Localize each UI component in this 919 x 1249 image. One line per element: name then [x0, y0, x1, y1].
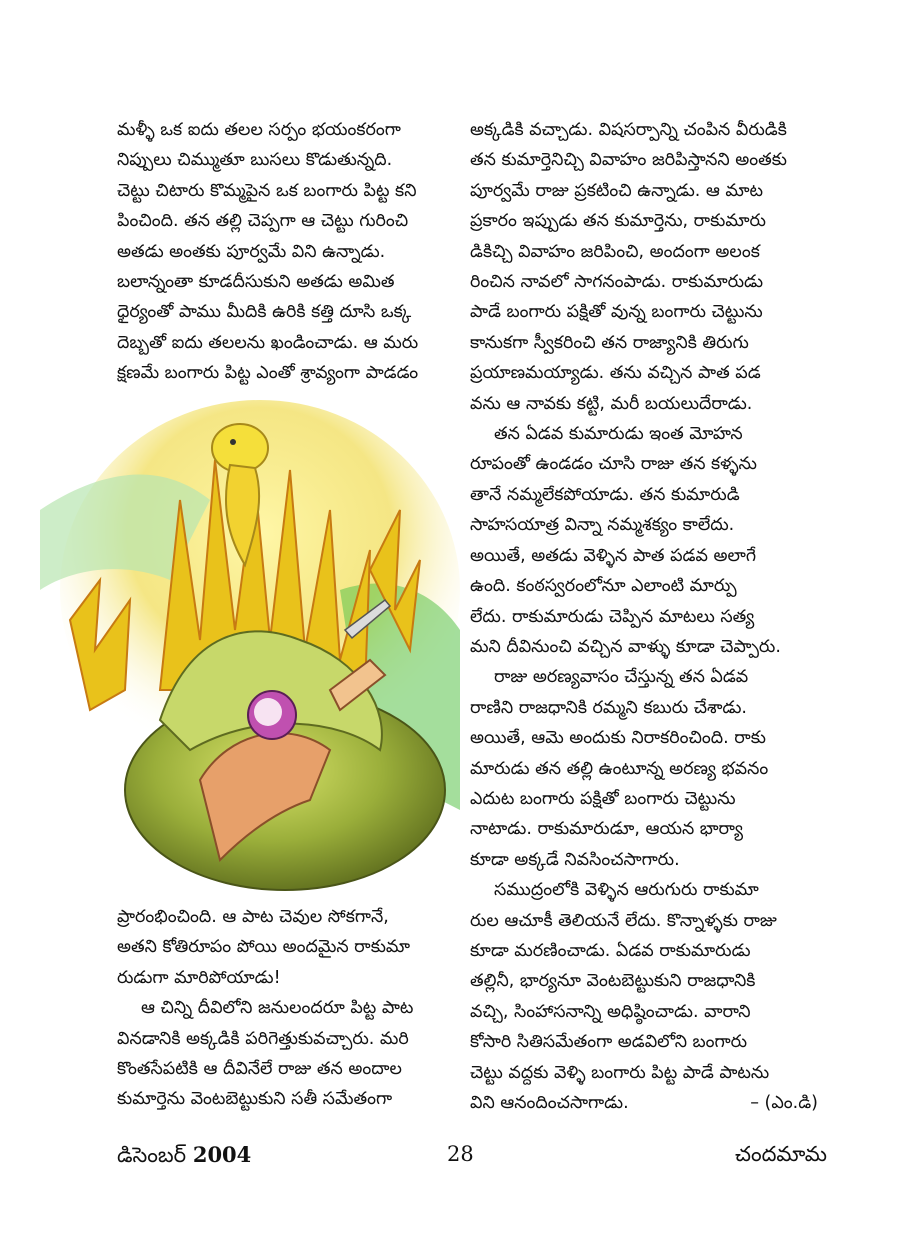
- text-line: ప్రకారం ఇప్పుడు తన కుమార్తెను, రాకుమారు: [470, 211, 766, 232]
- text-line: కూడా అక్కడే నివసించసాగారు.: [470, 849, 680, 870]
- text-line: లేదు. రాకుమారుడు చెప్పిన మాటలు సత్య: [470, 606, 755, 627]
- text-line: రూపంతో ఉండడం చూసి రాజు తన కళ్ళను: [470, 454, 757, 475]
- text-line: సముద్రంలోకి వెళ్ళిన ఆరుగురు రాకుమా: [494, 880, 759, 901]
- text-line: రాణిని రాజధానికి రమ్మని కబురు చేశాడు.: [470, 697, 747, 718]
- footer-year: 2004: [192, 1142, 252, 1167]
- text-line: డికిచ్చి వివాహం జరిపించి, అందంగా అలంక: [470, 241, 760, 262]
- text-line: కూడా మరణించాడు. ఏడవ రాకుమారుడు: [470, 940, 751, 961]
- text-line: ప్రారంభించింది. ఆ పాట చెవుల సోకగానే,: [117, 907, 389, 927]
- text-line: చెట్టు వద్దకు వెళ్ళి బంగారు పిట్ట పాడే పాటను: [470, 1062, 770, 1083]
- text-line: మారుడు తన తల్లి ఉంటూన్న అరణ్య భవనం: [470, 758, 769, 779]
- footer-date: [117, 1142, 251, 1173]
- text-line: ఎదుట బంగారు పక్షితో బంగారు చెట్టును: [470, 788, 736, 809]
- text-line: పించింది. తన తల్లి చెప్పగా ఆ చెట్టు గురించి: [117, 211, 409, 232]
- text-line: క్షణమే బంగారు పిట్ట ఎంతో శ్రావ్యంగా పాడడం: [117, 363, 419, 384]
- text-line: దెబ్బతో ఐదు తలలను ఖండించాడు. ఆ మరు: [117, 332, 419, 353]
- text-line: నిప్పులు చిమ్ముతూ బుసలు కొడుతున్నది.: [117, 150, 393, 171]
- text-line: పాడే బంగారు పక్షితో వున్న బంగారు చెట్టును: [470, 302, 763, 323]
- text-line: అయితే, ఆమె అందుకు నిరాకరించింది. రాకు: [470, 728, 766, 749]
- text-line: ఉంది. కంఠస్వరంలోనూ ఎలాంటి మార్పు: [470, 576, 737, 597]
- text-line: వచ్చి, సింహాసనాన్ని అధిష్ఠించాడు. వారాని: [470, 1001, 751, 1022]
- text-line: బలాన్నంతా కూడదీసుకుని అతడు అమిత: [117, 272, 395, 293]
- footer-month: డిసెంబర్: [117, 1143, 187, 1167]
- text-line: రించిన నావలో సాగనంపాడు. రాకుమారుడు: [470, 272, 764, 293]
- text-line: రాజు అరణ్యవాసం చేస్తున్న తన ఏడవ: [494, 667, 749, 688]
- text-line: వినడానికి అక్కడికి పరిగెత్తుకువచ్చారు. మరి: [117, 1028, 409, 1049]
- left-column-bottom: [117, 902, 460, 1115]
- text-line: కొంతసేపటికి ఆ దీవినేలే రాజు తన అందాల: [117, 1059, 402, 1080]
- text-line: చెట్టు చిటారు కొమ్మపైన ఒక బంగారు పిట్ట కని: [117, 180, 417, 201]
- text-line: కుమార్తెను వెంటబెట్టుకుని సతీ సమేతంగా: [117, 1089, 393, 1110]
- text-line: అక్కడికి వచ్చాడు. విషసర్పాన్ని చంపిన వీరుడికి: [470, 120, 787, 140]
- text-line: అయితే, అతడు వెళ్ళిన పాత పడవ అలాగే: [470, 545, 757, 566]
- right-column: [470, 115, 818, 1118]
- text-line: తన ఏడవ కుమారుడు ఇంత మోహన: [494, 424, 743, 445]
- text-line: తల్లినీ, భార్యనూ వెంటబెట్టుకుని రాజధానికి: [470, 971, 756, 992]
- text-line: విని ఆనందించసాగాడు.: [470, 1093, 629, 1113]
- author-credit: – (ఎం.డి): [750, 1093, 818, 1113]
- text-line: తన కుమార్తెనిచ్చి వివాహం జరిపిస్తానని అంతకు: [470, 150, 787, 171]
- text-line: ఆ చిన్ని దీవిలోని జనులందరూ పిట్ట పాట: [141, 998, 414, 1019]
- text-line: వను ఆ నావకు కట్టి, మరీ బయలుదేరాడు.: [470, 393, 753, 414]
- text-line: పూర్వమే రాజు ప్రకటించి ఉన్నాడు. ఆ మాట: [470, 180, 764, 201]
- text-line: తానే నమ్మలేకపోయాడు. తన కుమారుడి: [470, 484, 740, 505]
- illustration-prince-serpent-golden-bird: [40, 390, 460, 900]
- text-line: అతని కోతిరూపం పోయి అందమైన రాకుమా: [117, 937, 411, 958]
- text-line: మళ్ళీ ఒక ఐదు తలల సర్పం భయంకరంగా: [117, 120, 401, 140]
- text-line: నాటాడు. రాకుమారుడూ, ఆయన భార్యా: [470, 819, 743, 840]
- text-line: ప్రయాణమయ్యాడు. తను వచ్చిన పాత పడ: [470, 363, 761, 384]
- credit-line: [470, 1088, 818, 1118]
- page-number: 28: [447, 1142, 474, 1166]
- text-line: సాహసయాత్ర విన్నా నమ్మశక్యం కాలేదు.: [470, 515, 735, 536]
- text-line: అతడు అంతకు పూర్వమే విని ఉన్నాడు.: [117, 241, 386, 262]
- text-line: రుడుగా మారిపోయాడు!: [117, 967, 281, 988]
- text-line: ధైర్యంతో పాము మీదికి ఉరికి కత్తి దూసి ఒక్క: [117, 302, 412, 323]
- text-line: రుల ఆచూకీ తెలియనే లేదు. కొన్నాళ్ళకు రాజు: [470, 910, 777, 931]
- magazine-name: చందమామ: [735, 1142, 827, 1166]
- text-line: మని దీవినుంచి వచ్చిన వాళ్ళు కూడా చెప్పారు.: [470, 636, 781, 657]
- left-column-top: [117, 115, 460, 389]
- text-line: కోసారి సితిసమేతంగా అడవిలోని బంగారు: [470, 1032, 748, 1053]
- text-line: కానుకగా స్వీకరించి తన రాజ్యానికి తిరుగు: [470, 332, 749, 353]
